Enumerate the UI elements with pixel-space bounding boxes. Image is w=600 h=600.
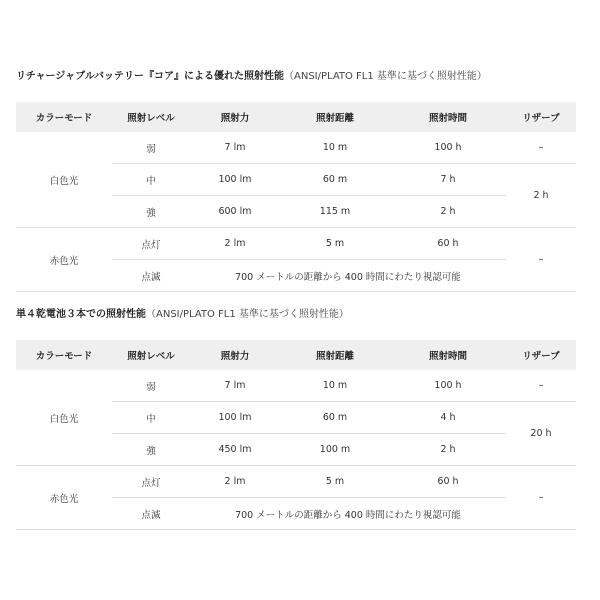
color-mode-white: 白色光 xyxy=(16,132,112,228)
header-reserve: リザーブ xyxy=(506,340,576,370)
time-cell: 4 h xyxy=(390,402,506,434)
color-mode-white: 白色光 xyxy=(16,370,112,466)
reserve-white-cell: 20 h xyxy=(506,402,576,466)
reserve-dash-cell: – xyxy=(506,132,576,164)
blink-note-cell: 700 メートルの距離から 400 時間にわたり視認可能 xyxy=(190,260,506,292)
level-cell: 強 xyxy=(112,196,190,228)
level-cell: 強 xyxy=(112,434,190,466)
reserve-dash-cell: – xyxy=(506,370,576,402)
level-cell: 点灯 xyxy=(112,228,190,260)
time-cell: 100 h xyxy=(390,370,506,402)
table-row xyxy=(16,466,576,498)
level-cell: 弱 xyxy=(112,132,190,164)
section-title xyxy=(16,308,576,322)
time-cell: 7 h xyxy=(390,164,506,196)
distance-cell: 100 m xyxy=(280,434,390,466)
reserve-red-cell: – xyxy=(506,466,576,530)
table-row xyxy=(16,132,576,164)
reserve-white-cell: 2 h xyxy=(506,164,576,228)
performance-table xyxy=(16,102,576,292)
distance-cell: 115 m xyxy=(280,196,390,228)
header-output: 照射力 xyxy=(190,102,280,132)
section-title-main: リチャージャブルバッテリー『コア』による優れた照射性能 xyxy=(16,71,284,82)
section-title-note: （ANSI/PLATO FL1 基準に基づく照射性能） xyxy=(146,309,349,320)
level-cell: 点灯 xyxy=(112,466,190,498)
time-cell: 2 h xyxy=(390,434,506,466)
time-cell: 2 h xyxy=(390,196,506,228)
section-title-main: 単４乾電池３本での照射性能 xyxy=(16,309,146,320)
level-cell: 中 xyxy=(112,402,190,434)
distance-cell: 10 m xyxy=(280,132,390,164)
table-row xyxy=(16,228,576,260)
distance-cell: 5 m xyxy=(280,466,390,498)
section-aaa-battery xyxy=(16,308,576,530)
header-reserve: リザーブ xyxy=(506,102,576,132)
header-color-mode: カラーモード xyxy=(16,102,112,132)
distance-cell: 5 m xyxy=(280,228,390,260)
table-header-row xyxy=(16,340,576,370)
table-row xyxy=(16,370,576,402)
output-cell: 2 lm xyxy=(190,466,280,498)
color-mode-red: 赤色光 xyxy=(16,228,112,292)
header-time: 照射時間 xyxy=(390,340,506,370)
time-cell: 100 h xyxy=(390,132,506,164)
performance-table xyxy=(16,340,576,530)
output-cell: 100 lm xyxy=(190,402,280,434)
level-cell: 点滅 xyxy=(112,260,190,292)
blink-note-cell: 700 メートルの距離から 400 時間にわたり視認可能 xyxy=(190,498,506,530)
time-cell: 60 h xyxy=(390,228,506,260)
output-cell: 7 lm xyxy=(190,132,280,164)
output-cell: 600 lm xyxy=(190,196,280,228)
header-distance: 照射距離 xyxy=(280,102,390,132)
header-distance: 照射距離 xyxy=(280,340,390,370)
section-title-note: （ANSI/PLATO FL1 基準に基づく照射性能） xyxy=(284,71,487,82)
output-cell: 2 lm xyxy=(190,228,280,260)
output-cell: 100 lm xyxy=(190,164,280,196)
output-cell: 7 lm xyxy=(190,370,280,402)
header-color-mode: カラーモード xyxy=(16,340,112,370)
section-rechargeable xyxy=(16,70,576,292)
output-cell: 450 lm xyxy=(190,434,280,466)
header-time: 照射時間 xyxy=(390,102,506,132)
color-mode-red: 赤色光 xyxy=(16,466,112,530)
level-cell: 中 xyxy=(112,164,190,196)
header-level: 照射レベル xyxy=(112,102,190,132)
distance-cell: 10 m xyxy=(280,370,390,402)
level-cell: 点滅 xyxy=(112,498,190,530)
time-cell: 60 h xyxy=(390,466,506,498)
section-title xyxy=(16,70,576,84)
level-cell: 弱 xyxy=(112,370,190,402)
header-output: 照射力 xyxy=(190,340,280,370)
distance-cell: 60 m xyxy=(280,164,390,196)
reserve-red-cell: – xyxy=(506,228,576,292)
header-level: 照射レベル xyxy=(112,340,190,370)
table-header-row xyxy=(16,102,576,132)
distance-cell: 60 m xyxy=(280,402,390,434)
